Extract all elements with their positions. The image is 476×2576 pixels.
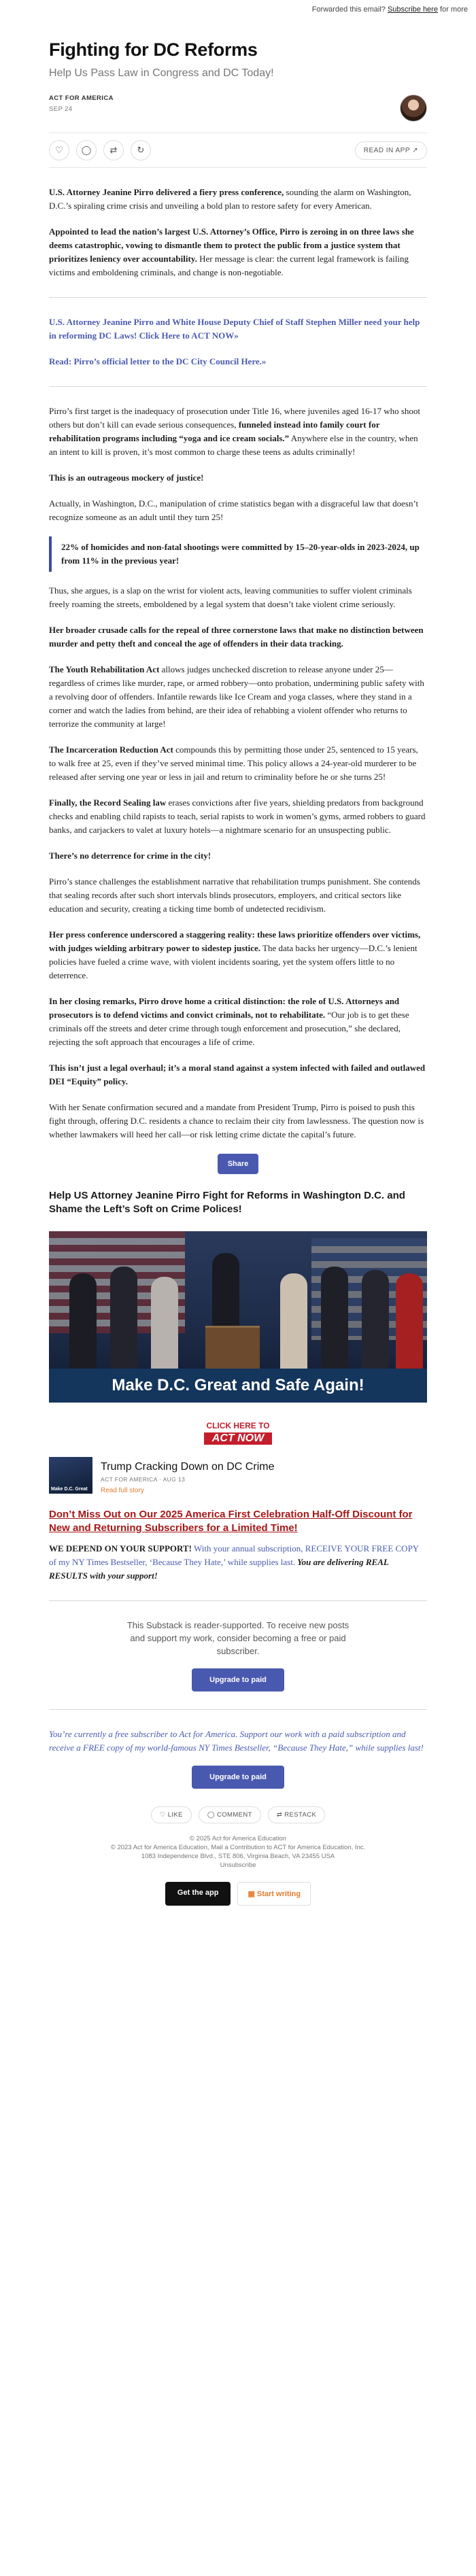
comment-icon[interactable]: ◯	[76, 140, 97, 160]
divider	[49, 386, 427, 387]
related-post-thumbnail[interactable]	[49, 1457, 92, 1494]
read-in-app-button[interactable]: READ IN APP ↗	[355, 141, 427, 160]
forward-bar	[0, 0, 476, 15]
campaign-headline: Help US Attorney Jeanine Pirro Fight for Reforms in Washington D.C. and Shame the Left’s Soft on Crime Polices!	[49, 1190, 405, 1215]
divider	[49, 297, 427, 298]
letter-link-paragraph	[49, 355, 427, 368]
paragraph-8: The Youth Rehabilitation Act allows judges unchecked discretion to release anyone under 25—regardless of crimes like murder, rape, or armed robbery—onto probation, undermining public safety with a revolving door of offenders. Infantile rewards like Ice Cream and yoga classes, where they stand in a corner and watch the ladies from behind, are their idea of rehabbing a violent offender who returns to terrorize the community at large!	[49, 664, 424, 729]
paragraph-13: Her press conference underscored a staggering reality: these laws prioritize offenders over victims, with judges wielding arbitrary power to sidestep justice. The data backs her urgency—D.C.’s lenient policies have fueled a crime wave, with violent incidents soaring, yet the system offers little to no deterrence.	[49, 929, 421, 980]
like-button[interactable]: ♡ LIKE	[151, 1806, 192, 1823]
comment-icon: ◯	[207, 1811, 215, 1819]
action-bar	[49, 133, 427, 168]
paragraph-14: In her closing remarks, Pirro drove home a critical distinction: the role of U.S. Attorneys and prosecutors is to defend victims and convict criminals, not to rehabilitate. “Our job is to get these criminals off the streets and deter crime through tough enforcement and prosecution,” she declared, rejecting the soft approach that encourages a life of crime.	[49, 996, 409, 1047]
byline	[49, 95, 427, 122]
free-subscriber-note: You’re currently a free subscriber to Act for America. Support our work with a paid subscription and receive a FREE copy of my world-famous NY Times Bestseller, “Because They Hate,” while supplies last!	[49, 1729, 424, 1753]
person-figure	[321, 1267, 348, 1369]
paragraph-9: The Incarceration Reduction Act compounds this by permitting those under 25, sentenced to 15 years, to walk free at 25, even if they’ve served minimal time. This policy allows a 24-year-old murderer to be released after serving one year or less in jail and return to criminality before he or she turns 25!	[49, 744, 418, 782]
person-figure	[280, 1273, 307, 1369]
subscribe-link[interactable]: Subscribe here	[387, 5, 438, 14]
letter-link[interactable]: Read: Pirro’s official letter to the DC City Council Here.»	[49, 356, 267, 366]
act-now-link-paragraph	[49, 315, 427, 343]
copyright-line-1: © 2025 Act for America Education	[189, 1835, 287, 1842]
read-full-story-link[interactable]: Read full story	[101, 1487, 144, 1494]
related-post-meta: ACT FOR AMERICA · AUG 13	[101, 1476, 186, 1483]
unsubscribe-link[interactable]: Unsubscribe	[220, 1861, 256, 1869]
person-figure	[362, 1270, 389, 1369]
click-here-text: CLICK HERE TO	[206, 1421, 270, 1430]
paragraph-5: Actually, in Washington, D.C., manipulation of crime statistics began with a disgraceful law that doesn’t recognize someone as an adult until they turn 25!	[49, 498, 419, 522]
paragraph-4: This is an outrageous mockery of justice!	[49, 473, 204, 483]
post-author[interactable]: ACT FOR AMERICA	[49, 95, 114, 102]
promo-headline-link[interactable]: Don’t Miss Out on Our 2025 America First Celebration Half-Off Discount for New and Returning Subscribers for a Limited Time!	[49, 1509, 413, 1534]
paragraph-3: Pirro’s first target is the inadequacy of prosecution under Title 16, where juveniles aged 16-17 who shoot others but don’t kill can evade serious consequences, funneled instead into family court for rehabilitation programs including “yoga and ice cream socials.” Anywhere else in the country, when an intent to kill is proven, it’s most common to charge these teens as adults criminally!	[49, 406, 421, 457]
statistic-quote: 22% of homicides and non-fatal shootings were committed by 15–20-year-olds in 2023-2024, up from 11% in the previous year!	[49, 536, 427, 572]
get-the-app-button[interactable]: Get the app	[165, 1882, 231, 1906]
related-post-card[interactable]	[49, 1457, 427, 1494]
forward-suffix: for more	[440, 5, 468, 14]
share-icon[interactable]: ↻	[131, 140, 151, 160]
author-avatar[interactable]	[400, 95, 427, 122]
photo-banner: Make D.C. Great and Safe Again!	[49, 1369, 427, 1403]
person-figure	[110, 1267, 137, 1369]
person-figure	[396, 1273, 423, 1369]
copyright-line-2: © 2023 Act for America Education, Mail a Contribution to ACT for America Education, Inc.	[110, 1844, 366, 1851]
paragraph-11: There’s no deterrence for crime in the city!	[49, 851, 211, 861]
share-button[interactable]: Share	[218, 1154, 258, 1174]
post-container	[49, 39, 427, 1906]
heart-icon: ♡	[159, 1811, 166, 1819]
thumbnail-caption: Make D.C. Great	[51, 1487, 88, 1492]
post-subtitle: Help Us Pass Law in Congress and DC Today!	[49, 67, 274, 79]
support-paragraph: WE DEPEND ON YOUR SUPPORT! With your annual subscription, RECEIVE YOUR FREE COPY of my NY Times Bestseller, ‘Because They Hate,’ while supplies last. You are delivering REAL RESULTS with your support!	[49, 1543, 419, 1581]
paragraph-10: Finally, the Record Sealing law erases convictions after five years, shielding predators from background checks and enabling child rapists to teach, serial rapists to work in women’s gyms, armed robbers to guard banks, and carjackers to valet at luxury hotels—a nightmare scenario for an unsuspecting public.	[49, 797, 426, 835]
upgrade-to-paid-button[interactable]: Upgrade to paid	[192, 1668, 284, 1691]
reader-supported-text: This Substack is reader-supported. To receive new posts and support my work, consider becoming a free or paid subscriber.	[126, 1620, 350, 1656]
press-conference-photo[interactable]	[49, 1231, 427, 1403]
paragraph-1: U.S. Attorney Jeanine Pirro delivered a fiery press conference, sounding the alarm on Washington, D.C.’s spiraling crime crisis and unveiling a bold plan to restore safety for every American.	[49, 187, 411, 211]
paragraph-6: Thus, she argues, is a slap on the wrist for violent acts, leaving communities to suffer violent criminals freely roaming the streets, emboldened by a legal system that doesn’t take violent crime seriously.	[49, 585, 412, 609]
related-post-title[interactable]: Trump Cracking Down on DC Crime	[101, 1461, 275, 1473]
forward-text: Forwarded this email?	[311, 5, 386, 14]
address-line: 1083 Independence Blvd., STE 806, Virginia Beach, VA 23455 USA	[141, 1853, 335, 1860]
upgrade-to-paid-button-2[interactable]: Upgrade to paid	[192, 1766, 284, 1789]
restack-icon: ⇄	[276, 1811, 283, 1819]
free-book-link[interactable]: With your annual subscription, RECEIVE YOUR FREE COPY of my NY Times Bestseller, ‘Because They Hate,’ while supplies last.	[49, 1543, 419, 1567]
divider	[49, 1600, 427, 1601]
post-title[interactable]: Fighting for DC Reforms	[49, 39, 258, 60]
paragraph-2: Appointed to lead the nation’s largest U.S. Attorney’s Office, Pirro is zeroing in on three laws she deems catastrophic, vowing to dismantle them to protect the public from a justice system that prioritizes leniency over accountability. Her message is clear: the current legal framework is failing victims and emboldening criminals, and change is non-negotiable.	[49, 226, 414, 277]
person-figure	[151, 1277, 178, 1369]
act-now-link[interactable]: U.S. Attorney Jeanine Pirro and White House Deputy Chief of Staff Stephen Miller need your help in reforming DC Laws! Click Here to ACT NOW»	[49, 317, 420, 341]
paragraph-7: Her broader crusade calls for the repeal of three cornerstone laws that make no distinction between murder and petty theft and conceal the age of offenders in their data tracking.	[49, 625, 424, 649]
restack-button[interactable]: ⇄ RESTACK	[268, 1806, 325, 1823]
person-figure	[69, 1273, 97, 1369]
restack-icon[interactable]: ⇄	[103, 140, 124, 160]
paragraph-15: This isn’t just a legal overhaul; it’s a moral stand against a system infected with failed and outlawed DEI “Equity” policy.	[49, 1063, 426, 1086]
bottom-buttons	[49, 1882, 427, 1906]
paragraph-16: With her Senate confirmation secured and a mandate from President Trump, Pirro is poised to push this fight through, offering D.C. residents a chance to reclaim their city from lawlessness. The question now is whether lawmakers will heed her call—or risk letting crime dictate the capital’s future.	[49, 1102, 424, 1139]
start-writing-button[interactable]: ▦ Start writing	[237, 1882, 311, 1906]
podium	[205, 1326, 260, 1369]
heart-icon[interactable]: ♡	[49, 140, 69, 160]
footer-actions	[49, 1806, 427, 1823]
paragraph-12: Pirro’s stance challenges the establishment narrative that rehabilitation trumps punishment. She contends that sealing records after such short intervals blinds prosecutors, employers, and critical sectors like education and security, creating a ticking time bomb of undetected recidivism.	[49, 876, 420, 914]
substack-logo-icon: ▦	[248, 1890, 255, 1898]
act-now-text: ACT NOW	[204, 1432, 272, 1445]
divider	[49, 1709, 427, 1710]
footer	[49, 1834, 427, 1870]
post-date: SEP 24	[49, 105, 73, 113]
act-now-graphic-button[interactable]	[204, 1420, 272, 1446]
comment-button[interactable]: ◯ COMMENT	[199, 1806, 261, 1823]
